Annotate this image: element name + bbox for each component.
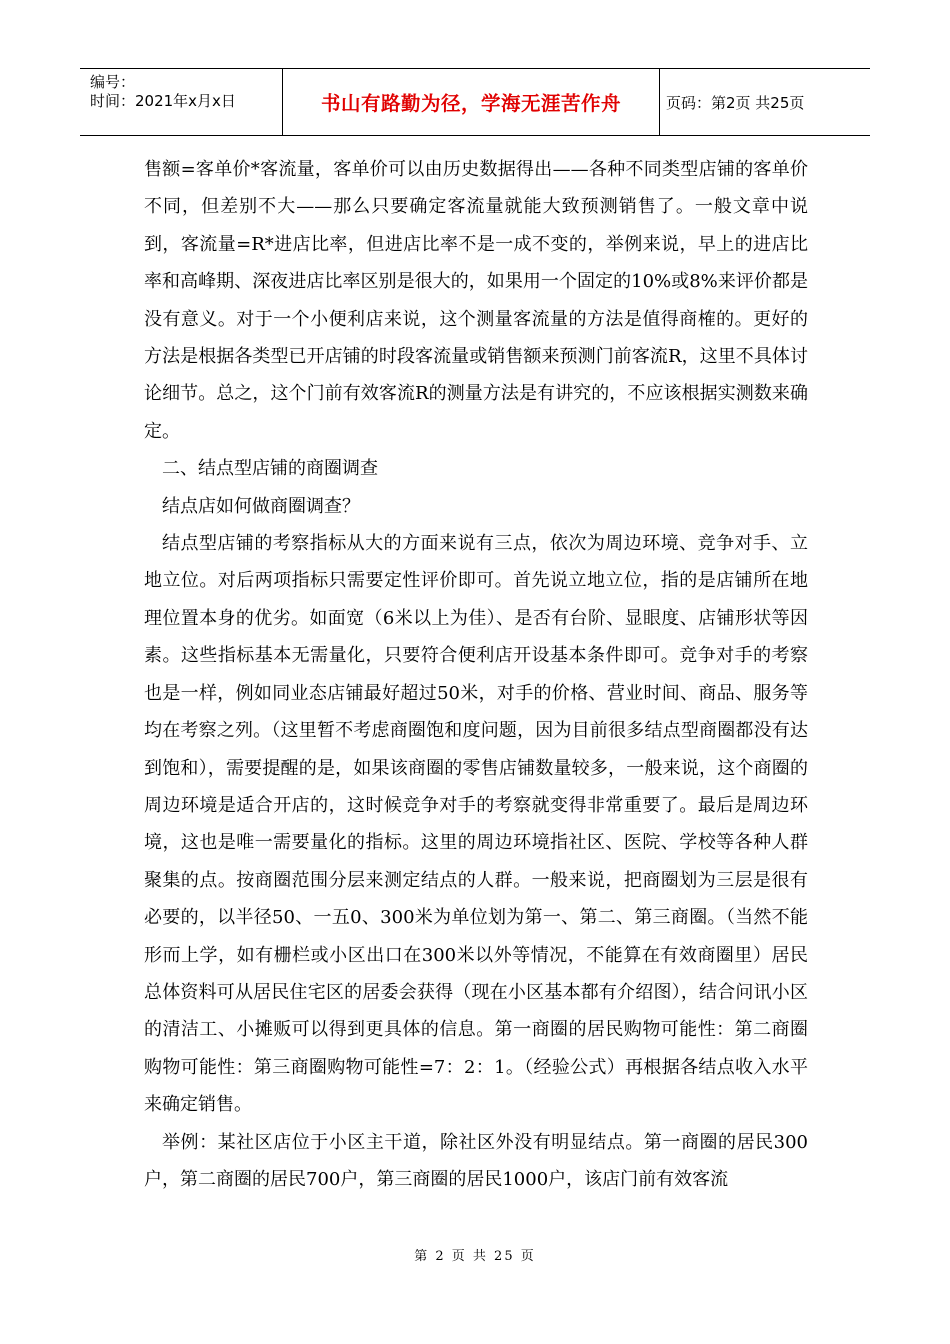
paragraph-continued: 售额=客单价*客流量，客单价可以由历史数据得出——各种不同类型店铺的客单价不同，但差别不大——那么只要确定客流量就能大致预测销售了。一般文章中说到，客流量=R*进店比率，但进店比率不是一成不变的，举例来说，早上的进店比率和高峰期、深夜进店比率区别是很大的，如果用一个固定的10%或8%来评价都是没有意义。对于一个小便利店来说，这个测量客流量的方法是值得商榷的。更好的方法是根据各类型已开店铺的时段客流量或销售额来预测门前客流R，这里不具体讨论细节。总之，这个门前有效客流R的测量方法是有讲究的，不应该根据实测数来确定。 [144, 159, 808, 442]
header-motto-cell [282, 69, 660, 135]
paragraph-example: 举例：某社区店位于小区主干道，除社区外没有明显结点。第一商圈的居民300户，第二商圈的居民700户，第三商圈的居民1000户，该店门前有效客流 [144, 1131, 808, 1190]
document-number-label: 编号： [90, 73, 136, 91]
section-question: 结点店如何做商圈调查？ [162, 495, 360, 517]
paragraph-indicators: 结点型店铺的考察指标从大的方面来说有三点，依次为周边环境、竞争对手、立地立位。对后两项指标只需要定性评价即可。首先说立地立位，指的是店铺所在地理位置本身的优劣。如面宽（6米以上为佳）、是否有台阶、显眼度、店铺形状等因素。这些指标基本无需量化，只要符合便利店开设基本条件即可。竞争对手的考察也是一样，例如同业态店铺最好超过50米，对手的价格、营业时间、商品、服务等均在考察之列。（这里暂不考虑商圈饱和度问题，因为目前很多结点型商圈都没有达到饱和），需要提醒的是，如果该商圈的零售店铺数量较多，一般来说，这个商圈的周边环境是适合开店的，这时候竞争对手的考察就变得非常重要了。最后是周边环境，这也是唯一需要量化的指标。这里的周边环境指社区、医院、学校等各种人群聚集的点。按商圈范围分层来测定结点的人群。一般来说，把商圈划为三层是很有必要的，以半径50、一五0、300米为单位划为第一、第二、第三商圈。（当然不能形而上学，如有栅栏或小区出口在300米以外等情况，不能算在有效商圈里）居民总体资料可从居民住宅区的居委会获得（现在小区基本都有介绍图），结合问讯小区的清洁工、小摊贩可以得到更具体的信息。第一商圈的居民购物可能性：第二商圈购物可能性：第三商圈购物可能性=7：2：1。（经验公式）再根据各结点收入水平来确定销售。 [144, 533, 808, 1116]
header-page-info-cell [660, 69, 870, 135]
section-heading: 二、结点型店铺的商圈调查 [162, 458, 378, 480]
page-footer: 第 2 页 共 25 页 [414, 1249, 536, 1264]
header-motto: 书山有路勤为径，学海无涯苦作舟 [320, 92, 621, 115]
document-body [144, 151, 808, 1198]
header-page-info: 页码：第2页 共25页 [666, 93, 805, 112]
page-header [80, 68, 870, 136]
document-date: 时间：2021年x月x日 [90, 92, 236, 110]
header-meta [80, 69, 282, 135]
